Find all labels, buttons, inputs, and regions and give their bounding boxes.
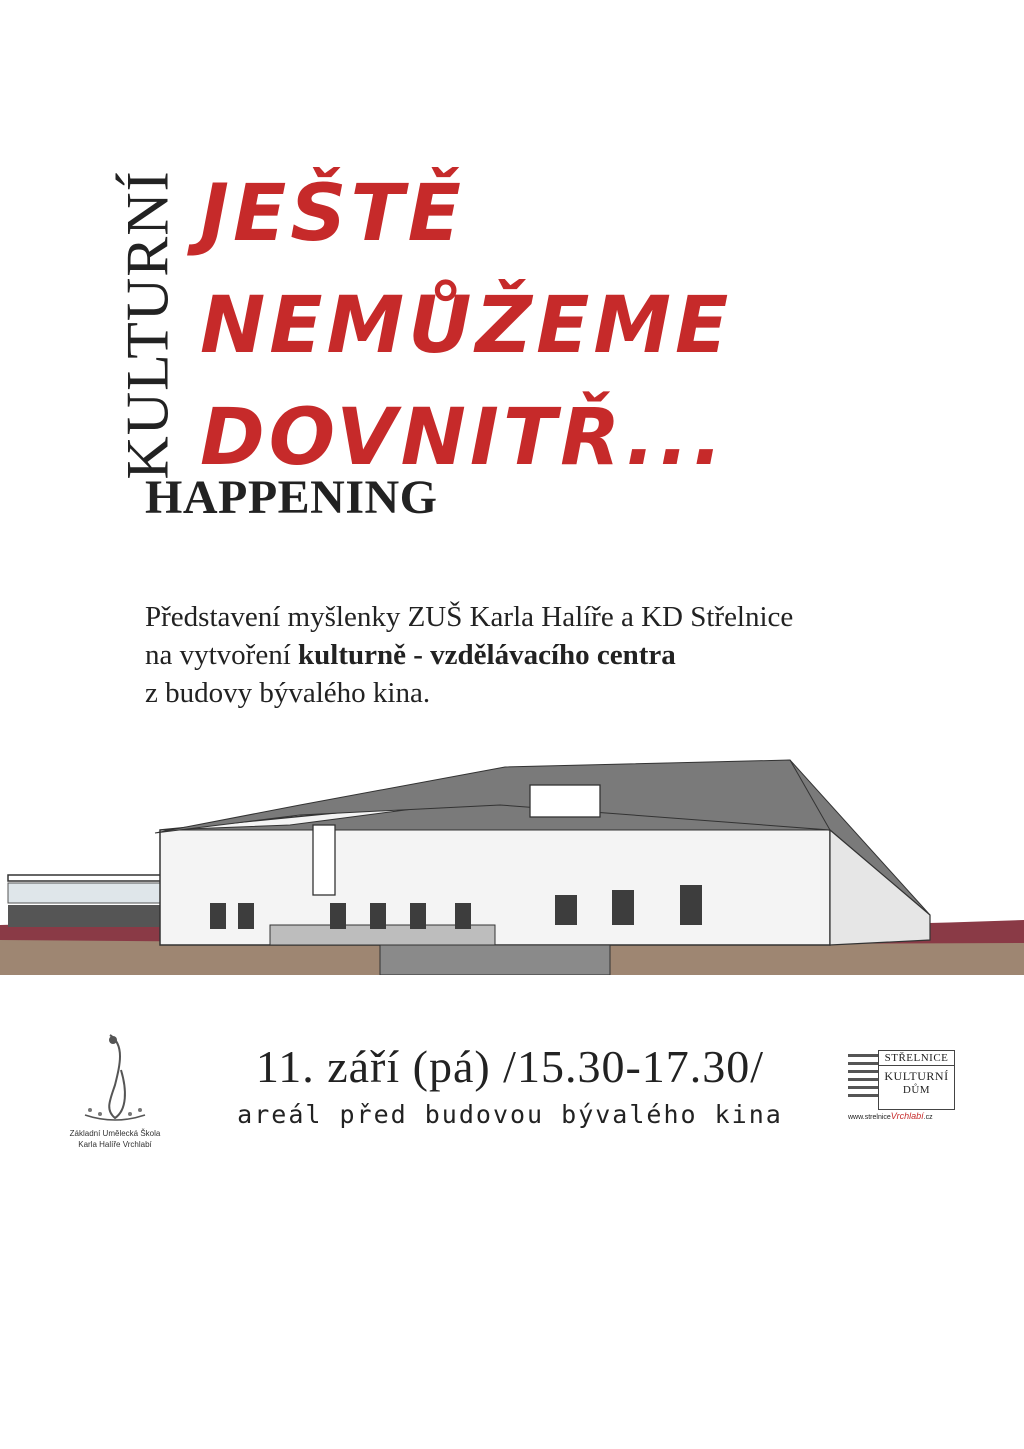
- strelnice-url-italic: Vrchlabí: [890, 1111, 924, 1121]
- strelnice-logo: [848, 1050, 953, 1108]
- intro-paragraph: [145, 598, 965, 712]
- strelnice-url: [848, 1111, 958, 1121]
- strelnice-logo-stripes-icon: [848, 1050, 878, 1108]
- headline-line-3: DOVNITŘ...: [200, 393, 727, 483]
- intro-line-1: Představení myšlenky ZUŠ Karla Halíře a KD Střelnice: [145, 601, 794, 633]
- strelnice-logo-line-2: KULTURNÍ: [884, 1069, 949, 1083]
- strelnice-logo-box: [878, 1050, 955, 1110]
- vertical-title-text: KULTURNÍ: [114, 170, 181, 480]
- happening-title: HAPPENING: [145, 471, 438, 524]
- zus-logo-line-1: Základní Umělecká Škola: [69, 1129, 161, 1138]
- intro-line-2-prefix: na vytvoření: [145, 639, 299, 671]
- zus-logo-icon: [55, 1030, 175, 1125]
- building-illustration: [0, 745, 1024, 975]
- strelnice-logo-line-1: STŘELNICE: [879, 1051, 954, 1066]
- zus-logo-caption: [40, 1128, 190, 1150]
- strelnice-url-prefix: www.strelnice: [848, 1114, 891, 1121]
- event-date: 11. září (pá) /15.30-17.30/: [255, 1041, 765, 1092]
- intro-line-3: z budovy bývalého kina.: [145, 677, 431, 709]
- event-place: areál před budovou bývalého kina: [237, 1100, 783, 1129]
- strelnice-url-suffix: .cz: [923, 1114, 933, 1121]
- zus-logo-line-2: Karla Halíře Vrchlabí: [78, 1140, 152, 1149]
- front-wall: [380, 945, 610, 975]
- building: [155, 760, 930, 945]
- headline-line-2: NEMŮŽEME: [200, 281, 733, 371]
- vertical-title-kulturni: [93, 160, 203, 490]
- pergola: [8, 875, 173, 927]
- strelnice-logo-line-3: DŮM: [902, 1084, 931, 1096]
- headline-line-1: JEŠTĚ: [200, 169, 465, 259]
- intro-line-2-bold: kulturně - vzdělávacího centra: [298, 639, 676, 671]
- headline: [200, 158, 900, 494]
